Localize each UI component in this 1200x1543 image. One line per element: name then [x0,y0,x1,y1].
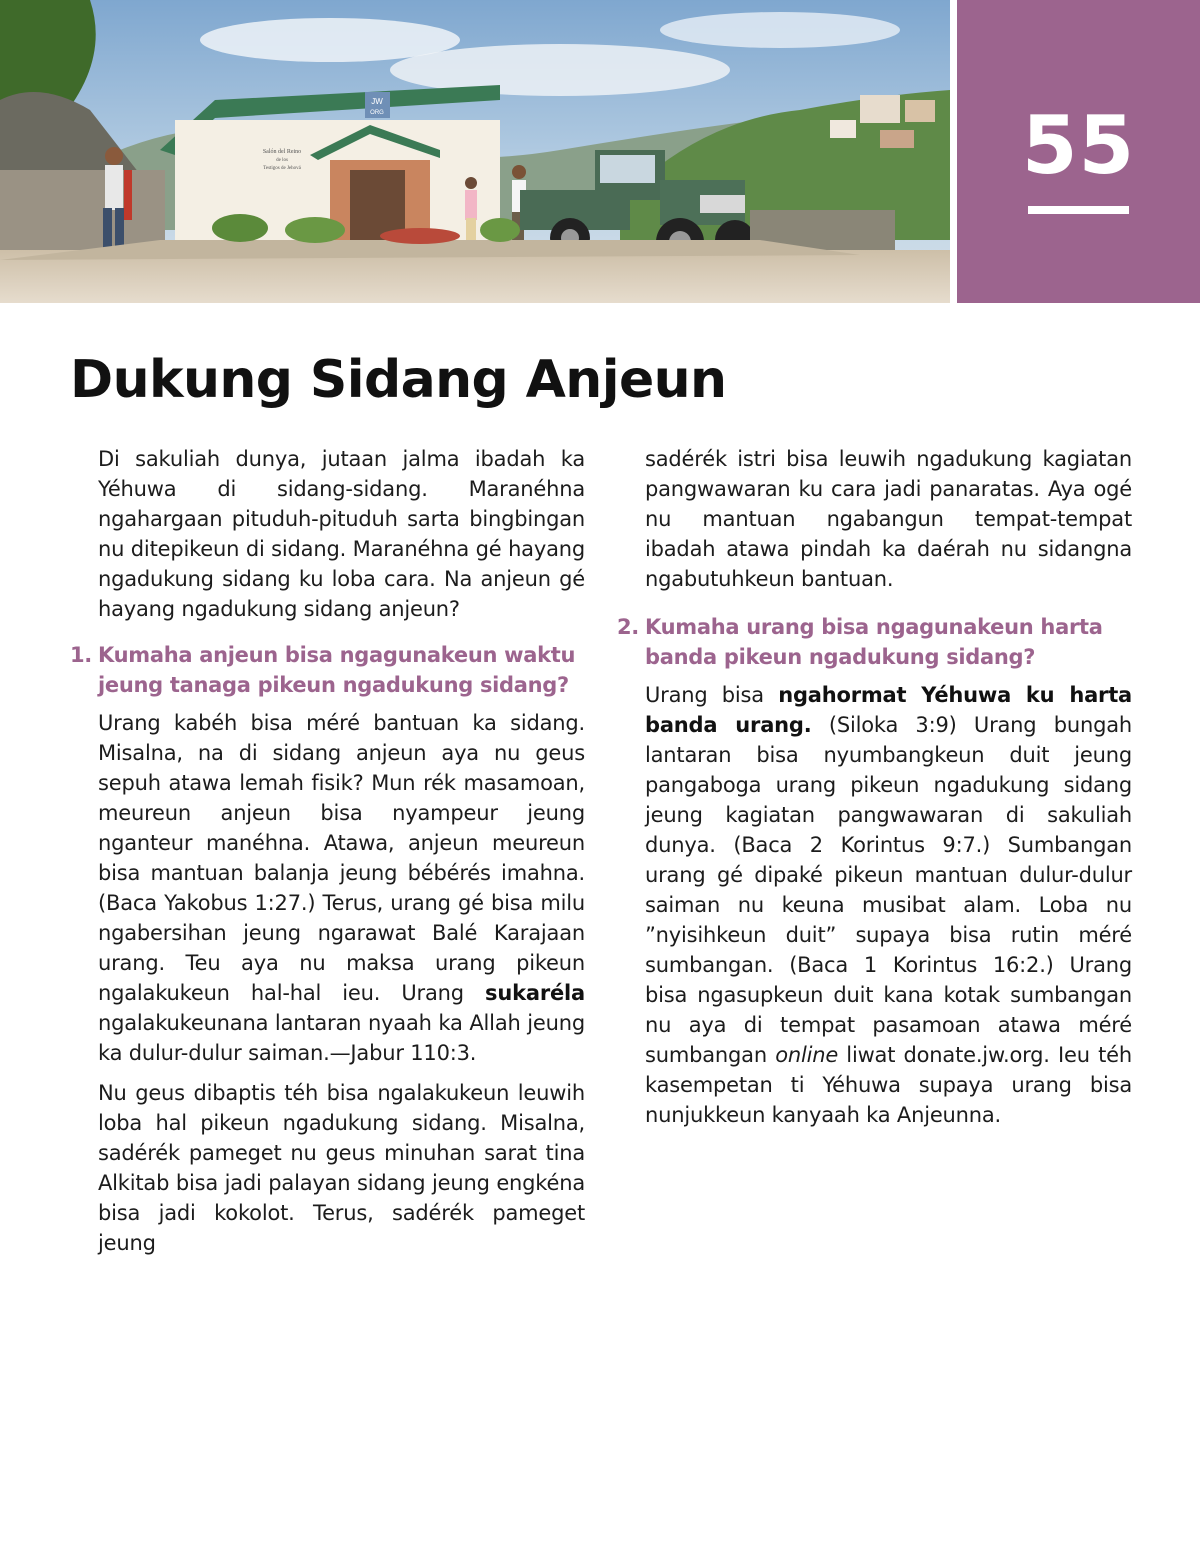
section-1-paragraph-1-text-b: ngalakukeunana lantaran nyaah ka Allah jeung ka dulur-dulur saiman.—Jabur 110:3. [98,1011,585,1065]
intro-paragraph: Di sakuliah dunya, jutaan jalma ibadah ka Yéhuwa di sidang-sidang. Maranéhna ngahargaan pituduh-pituduh sarta bingbingan nu ditepikeun di sidang. Maranéhna gé hayang ngadukung sidang ku loba cara. Na anjeun gé hayang ngadukung sidang anjeun? [98,447,585,621]
section-2-paragraph-text-a: Urang bisa [645,683,779,707]
section-2-italic-word: online [775,1043,839,1067]
right-column [617,444,1133,1140]
section-1-paragraph-2-part-1: Nu geus dibaptis téh bisa ngalakukeun leuwih loba hal pikeun ngadukung sidang. Misalna, sadérék pameget nu geus minuhan sarat tina Alkitab bisa jadi palayan sidang jeung engkéna bisa jadi kokolot. Terus, sadérék pameget jeung [98,1081,585,1255]
section-1-paragraph-2-part-2: sadérék istri bisa leuwih ngadukung kagiatan pangwawaran ku cara jadi panaratas. Aya ogé nu mantuan ngabangun tempat-tempat ibadah atawa pindah ka daérah nu sidangna ngabutuhkeun bantuan. [645,447,1132,591]
section-1-bold-term: sukaréla [485,981,585,1005]
question-1-number: 1. [70,643,92,667]
kingdom-hall-scene [0,0,950,303]
logo-text-jw: JW [371,97,383,106]
page-title: Dukung Sidang Anjeun [70,350,727,410]
section-1-paragraph-1-text-a: Urang kabéh bisa méré bantuan ka sidang. Misalna, na di sidang anjeun aya nu geus sepuh atawa lemah fisik? Mun rék masamoan, meureun anjeun bisa nyampeur jeung nganteur manéhna. Atawa, anjeun meureun bisa mantuan balanja jeung bébérés imahna. (Baca Yakobus 1:27.) Terus, urang gé bisa milu ngabersihan jeung ngarawat Balé Karajaan urang. Teu aya nu maksa urang pikeun ngalakukeun hal-hal ieu. Urang [98,711,585,1005]
lesson-number: 55 [1021,99,1136,192]
section-2-paragraph-text-c: liwat donate.jw.org. Ieu téh kasempetan ti Yéhuwa supaya urang bisa nunjukkeun kanyaah ka Anjeunna. [645,1043,1132,1127]
left-column [70,444,585,1268]
question-2-number: 2. [617,615,639,639]
lesson-number-box [957,0,1200,303]
lesson-number-underline [1028,206,1129,214]
question-1-text: Kumaha anjeun bisa ngagunakeun waktu jeung tanaga pikeun ngadukung sidang? [98,643,576,697]
question-2-text: Kumaha urang bisa ngagunakeun harta banda pikeun ngadukung sidang? [645,615,1103,669]
section-2-paragraph [645,680,1132,1130]
header-illustration [0,0,950,303]
logo-text-org: ORG [370,110,384,116]
question-2 [617,612,1132,672]
section-2-paragraph-text-b: (Siloka 3:9) Urang bungah lantaran bisa nyumbangkeun duit jeung pangaboga urang pikeun ngadukung sidang jeung kagiatan pangwawaran di sakuliah dunya. (Baca 2 Korintus 9:7.) Sumbangan urang gé dipaké pikeun mantuan dulur-dulur saiman nu keuna musibat alam. Loba nu ”nyisihkeun duit” supaya bisa rutin méré sumbangan. (Baca 1 Korintus 16:2.) Urang bisa ngasupkeun duit kana kotak sumbangan nu aya di tempat pasamoan atawa méré sumbangan [645,713,1132,1067]
section-1-paragraph-1 [98,708,585,1068]
question-1 [70,640,585,700]
sign-line-3: Testigos de Jehová [263,166,301,171]
section-2-bold-phrase: ngahormat Yéhuwa ku harta banda urang. [645,683,1133,737]
sign-line-2: de los [276,158,288,163]
sign-line-1: Salón del Reino [262,149,302,155]
